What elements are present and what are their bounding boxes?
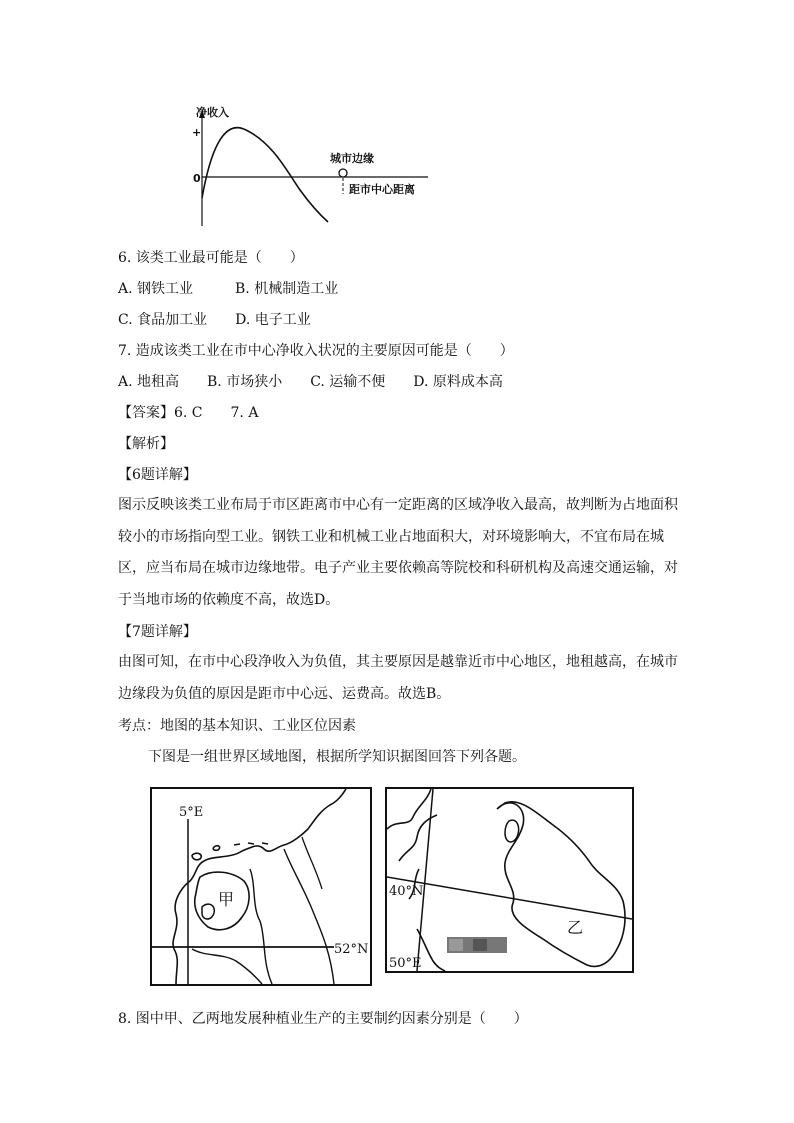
map-left-coast-south: [192, 949, 262, 984]
map-right: [385, 787, 634, 973]
map-left-region-label: 甲: [218, 890, 235, 909]
city-edge-marker: [339, 169, 347, 177]
y-axis-plus: +: [192, 126, 202, 139]
net-income-graph: [188, 98, 438, 228]
y-axis-label: 净收入: [196, 106, 229, 119]
kaodian: 考点：地图的基本知识、工业区位因素: [118, 718, 356, 734]
intro: 下图是一组世界区域地图，根据所学知识据图回答下列各题。: [148, 749, 526, 765]
map-right-blurred-patch-2: [449, 939, 463, 951]
map-left-lon-label: 5°E: [179, 805, 204, 820]
q7-options: A. 地租高 B. 市场狭小 C. 运输不便 D. 原料成本高: [118, 374, 503, 390]
map-left: [150, 787, 372, 986]
map-right-inner-lake: [505, 820, 519, 842]
map-left-river-2: [302, 837, 322, 889]
answer: 【答案】6. C 7. A: [118, 405, 259, 421]
q7-detail-title: 【7题详解】: [118, 624, 197, 640]
q6-options-2: C. 食品加工业 D. 电子工业: [118, 312, 311, 328]
city-edge-label: 城市边缘: [330, 152, 374, 165]
y-axis-zero: 0: [193, 172, 201, 185]
map-left-lat-label: 52°N: [334, 942, 369, 957]
q6-stem: 6. 该类工业最可能是（ ）: [118, 250, 304, 266]
net-income-curve: [202, 128, 328, 222]
analysis-title: 【解析】: [118, 436, 174, 452]
q6-options-1: A. 钢铁工业 B. 机械制造工业: [118, 281, 339, 297]
map-right-region-label: 乙: [567, 918, 584, 937]
q6-detail: 图示反映该类工业布局于市区距离市中心有一定距离的区域净收入最高，故判断为占地面积较小的市场指向型工业。钢铁工业和机械工业占地面积大，对环境影响大，不宜布局在城区，应当布局在城市边缘地带。电子产业主要依赖高等院校和科研机构及高速交通运输，对于当地市场的依赖度不高，故选D。: [118, 497, 678, 608]
map-left-border: [284, 849, 334, 984]
q7-detail: 由图可知，在市中心段净收入为负值，其主要原因是越靠近市中心地区，地租越高，在城市边缘段为负值的原因是距市中心远、运费高。故选B。: [118, 654, 678, 702]
q6-detail-title: 【6题详解】: [118, 467, 197, 483]
q8-stem: 8. 图中甲、乙两地发展种植业生产的主要制约因素分别是（ ）: [118, 1011, 528, 1027]
map-left-river: [250, 869, 272, 984]
x-axis-label: 距市中心距离: [349, 183, 415, 196]
map-right-blurred-patch-3: [473, 939, 487, 951]
map-right-lat-label: 40°N: [389, 884, 424, 899]
map-left-inner-lake: [202, 904, 214, 919]
map-right-lake-outline: [497, 802, 625, 967]
map-right-lon-label: 50°E: [389, 956, 422, 971]
q7-stem: 7. 造成该类工业在市中心净收入状况的主要原因可能是（ ）: [118, 343, 514, 359]
